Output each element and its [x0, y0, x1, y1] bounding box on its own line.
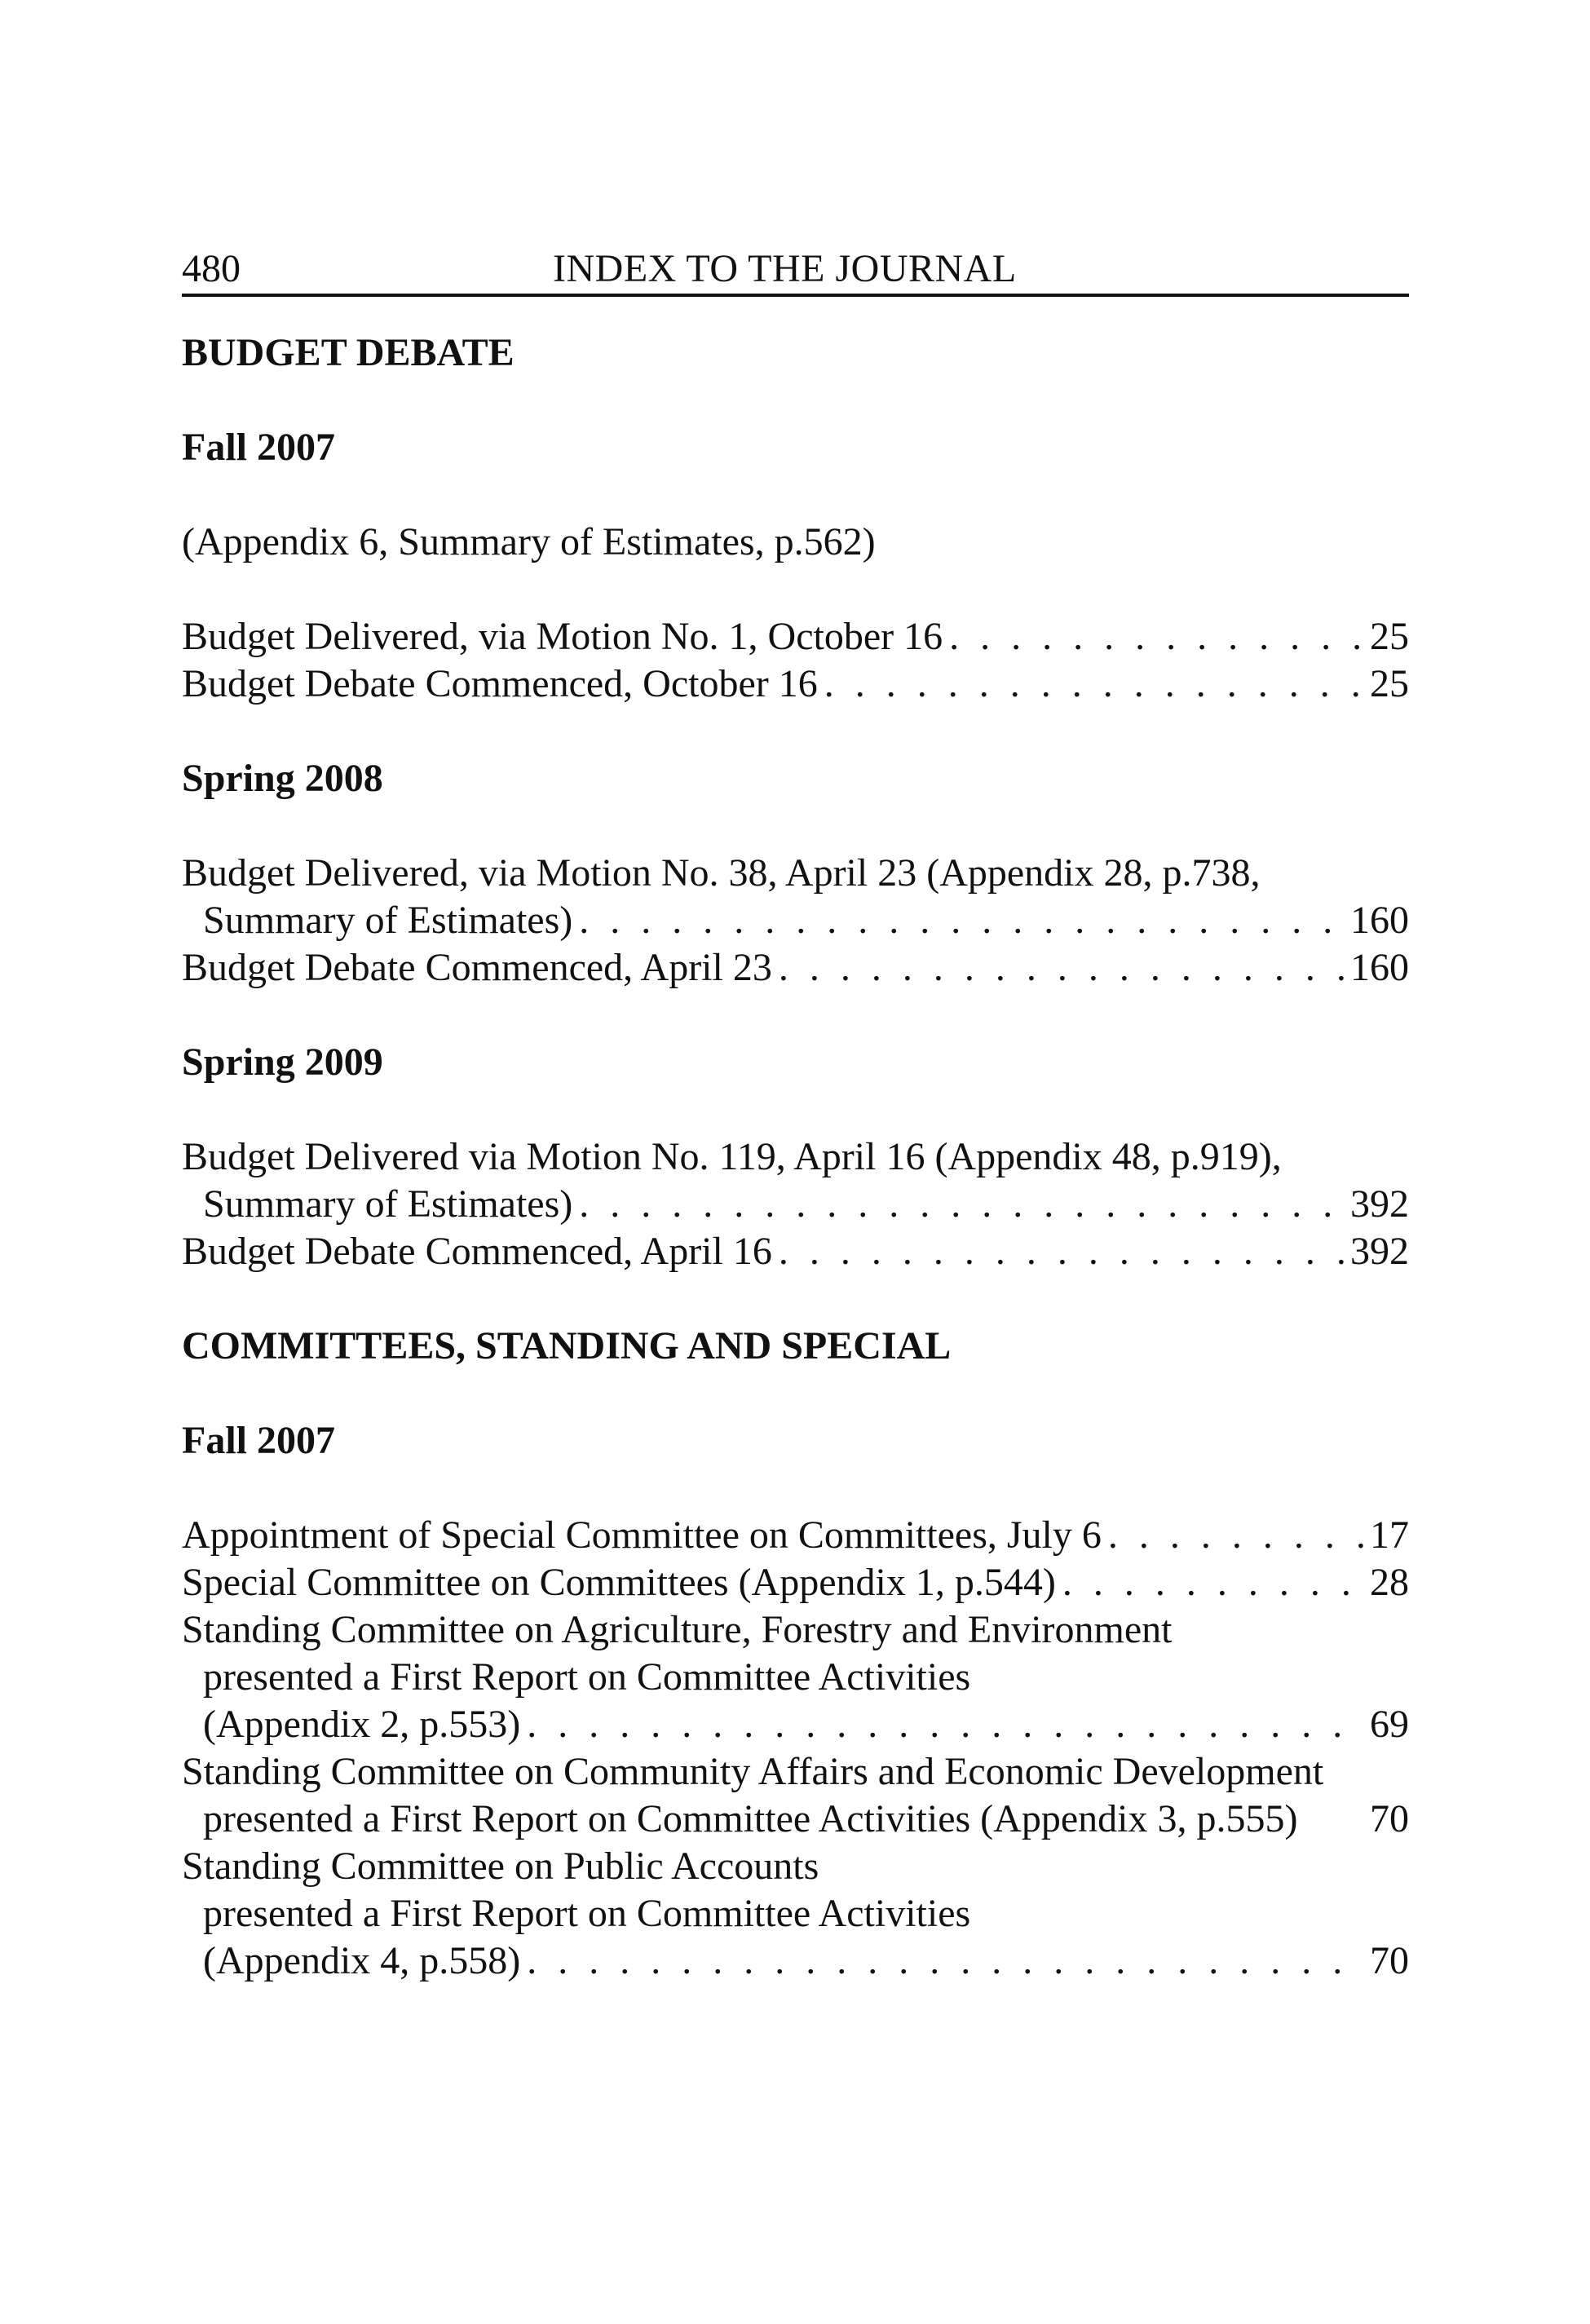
- index-entry: [182, 1512, 1409, 1559]
- entry-page: 17: [1370, 1513, 1409, 1557]
- index-entry: [182, 944, 1409, 992]
- subheading-spring-2009: Spring 2009: [182, 1040, 383, 1084]
- entry-text-continued: Summary of Estimates): [203, 1182, 573, 1226]
- dot-leader: [527, 1937, 1363, 1985]
- section-heading-committees: COMMITTEES, STANDING AND SPECIAL: [182, 1324, 952, 1367]
- entry-text: Special Committee on Committees (Appendix 1, p.544): [182, 1561, 1056, 1604]
- entry-page: 25: [1370, 662, 1409, 705]
- entry-text-continued: presented a First Report on Committee Activities: [203, 1892, 971, 1935]
- appendix-note: (Appendix 6, Summary of Estimates, p.562): [182, 520, 876, 563]
- index-entry: [182, 1228, 1409, 1275]
- dot-leader: [579, 897, 1344, 944]
- subheading-fall-2007: Fall 2007: [182, 426, 335, 469]
- entry-text: Budget Delivered, via Motion No. 1, October 16: [182, 615, 943, 658]
- entry-text: Standing Committee on Public Accounts: [182, 1845, 819, 1888]
- subheading-fall-2007: Fall 2007: [182, 1419, 335, 1462]
- dot-leader: [579, 1181, 1344, 1228]
- index-entry: [182, 613, 1409, 661]
- entry-page: 392: [1350, 1230, 1409, 1273]
- entry-text: Budget Debate Commenced, April 23: [182, 946, 772, 989]
- running-title: INDEX TO THE JOURNAL: [553, 247, 1017, 290]
- index-entry: [182, 661, 1409, 708]
- entry-page: 160: [1350, 946, 1409, 989]
- entry-page: 69: [1370, 1703, 1409, 1746]
- entry-page: 70: [1370, 1939, 1409, 1982]
- entry-text-continued: presented a First Report on Committee Activities: [203, 1655, 971, 1699]
- dot-leader: [1108, 1512, 1363, 1559]
- entry-text: Budget Debate Commenced, April 16: [182, 1230, 772, 1273]
- entry-page: 160: [1350, 899, 1409, 942]
- entry-text: Standing Committee on Agriculture, Forestry and Environment: [182, 1608, 1173, 1651]
- entry-text: Budget Delivered, via Motion No. 38, April 23 (Appendix 28, p.738,: [182, 851, 1261, 895]
- section-heading-budget: BUDGET DEBATE: [182, 331, 515, 374]
- entry-text-continued: (Appendix 2, p.553): [203, 1703, 521, 1746]
- index-entry: [182, 1559, 1409, 1606]
- index-entry: [182, 897, 1409, 944]
- entry-text: Standing Committee on Community Affairs and Economic Development: [182, 1750, 1324, 1793]
- entry-text-continued: Summary of Estimates): [203, 899, 573, 942]
- dot-leader: [1062, 1559, 1363, 1606]
- entry-page: 25: [1370, 615, 1409, 658]
- entry-page: 28: [1370, 1561, 1409, 1604]
- index-entry: [182, 1701, 1409, 1748]
- dot-leader: [779, 1228, 1344, 1275]
- entry-text-continued: presented a First Report on Committee Activities (Appendix 3, p.555): [203, 1797, 1298, 1840]
- subheading-spring-2008: Spring 2008: [182, 757, 383, 800]
- entry-page: 70: [1370, 1797, 1409, 1840]
- index-entry: [182, 1937, 1409, 1985]
- entry-text: Appointment of Special Committee on Committees, July 6: [182, 1513, 1102, 1557]
- dot-leader: [949, 613, 1363, 661]
- dot-leader: [824, 661, 1363, 708]
- index-content: [182, 329, 1409, 1985]
- page-number: 480: [182, 247, 241, 290]
- index-entry: [182, 1181, 1409, 1228]
- index-entry: [182, 1796, 1409, 1843]
- dot-leader: [779, 944, 1344, 992]
- dot-leader: [527, 1701, 1363, 1748]
- entry-text: Budget Debate Commenced, October 16: [182, 662, 818, 705]
- running-header: [182, 245, 1409, 297]
- entry-text: Budget Delivered via Motion No. 119, April 16 (Appendix 48, p.919),: [182, 1135, 1282, 1178]
- entry-page: 392: [1350, 1182, 1409, 1226]
- entry-text-continued: (Appendix 4, p.558): [203, 1939, 521, 1982]
